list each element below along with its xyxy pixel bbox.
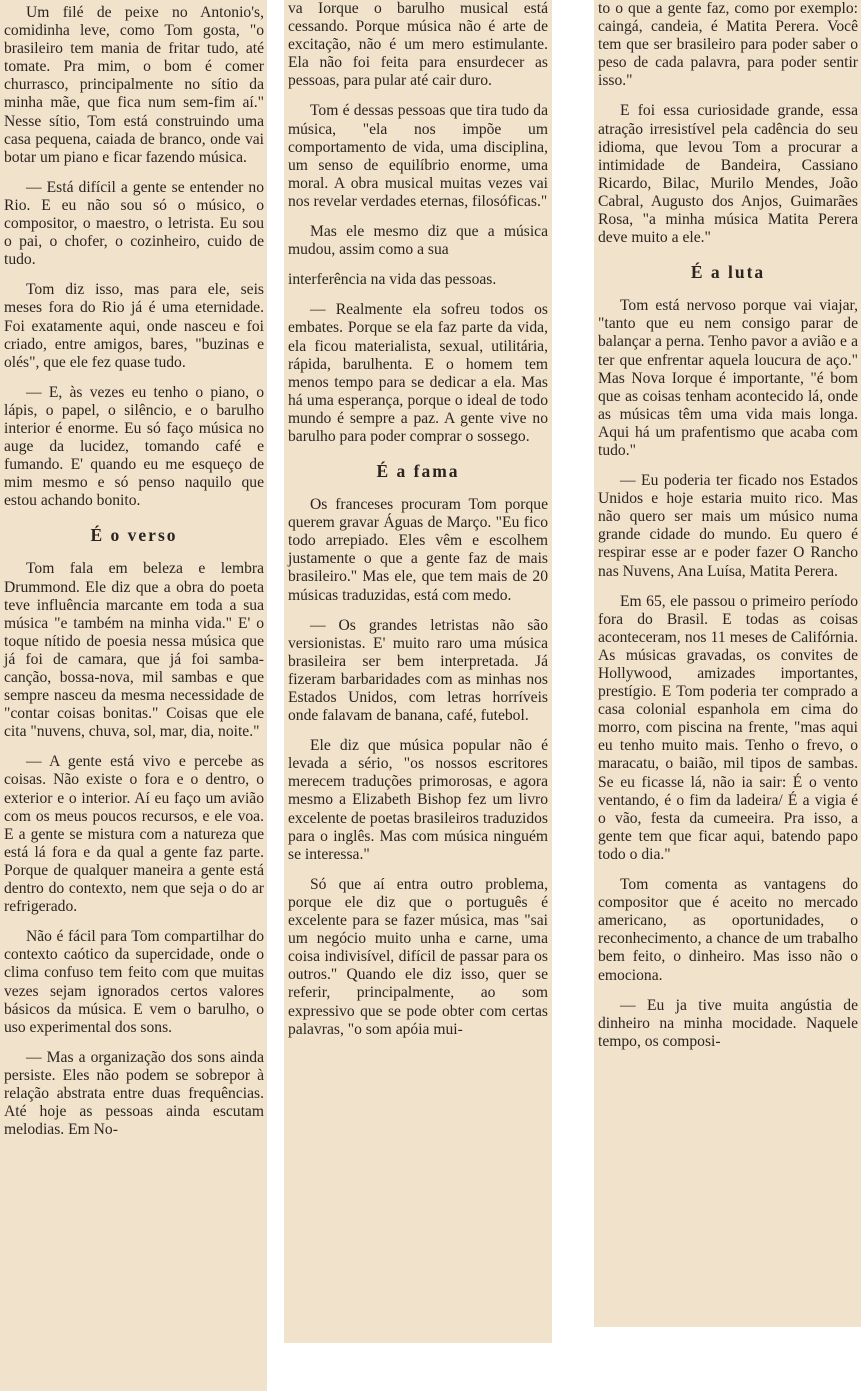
paragraph: Os franceses procuram Tom porque querem gravar Águas de Março. "Eu fico todo arrepiado. Eles vêm e escolhem justamente o que a gente faz de mais brasileiro." Mas ele, que tem mais de 20 músicas traduzidas, está com medo.: [288, 496, 548, 604]
paragraph: Em 65, ele passou o primeiro período fora do Brasil. E todas as coisas aconteceram, nos 11 meses de Califórnia. As músicas gravadas, os convites de Hollywood, amizades importantes, prestígio. E Tom poderia ter comprado a casa colonial espanhola em cima do morro, com piscina na frente, "mas aqui eu tenho muito mais. Tenho o frevo, o maracatu, o baião, mil tipos de sambas. Se eu ficasse lá, não ia sair: É o vento ventando, é o fim da ladeira/ É a vigia é o vão, festa da cumeeira. Pra isso, a gente tem que ficar aqui, batendo papo todo o dia.": [598, 592, 858, 863]
paragraph: Tom fala em beleza e lembra Drummond. Ele diz que a obra do poeta teve influência marcante em toda a sua música "e também na minha vida." E' o toque nítido de poesia nessa música que já foi de camara, que já foi samba-canção, bossa-nova, mil sambas e que sempre nasceu da mesma necessidade de "contar coisas bonitas." Coisas que ele cita "nuvens, chuva, sol, mar, dia, noite.": [4, 560, 264, 741]
paragraph: Só que aí entra outro problema, porque ele diz que o português é excelente para se fazer música, mas "sai um negócio muito unha e carne, uma coisa indivisível, difícil de passar para os outros." Quando ele diz isso, quer se referir, principalmente, ao som expressivo que se pode obter com certas palavras, "o som apóia mui-: [288, 875, 548, 1038]
paragraph: Um filé de peixe no Antonio's, comidinha leve, como Tom gosta, "o brasileiro tem mania de fritar tudo, até tomate. Pra mim, o bom é comer churrasco, principalmente no sítio da minha mãe, que fica num sem-fim aí." Nesse sítio, Tom está construindo uma casa pequena, caiada de branco, onde vai botar um piano e ficar fazendo música.: [4, 4, 264, 166]
paragraph: interferência na vida das pessoas.: [288, 271, 497, 289]
paragraph: Tom comenta as vantagens do compositor que é aceito no mercado americano, as oportunidades, o reconhecimento, a chance de um trabalho bem feito, o dinheiro. Mas isso não o emociona.: [598, 876, 858, 984]
paragraph: — Realmente ela sofreu todos os embates. Porque se ela faz parte da vida, ela ficou materialista, sexual, utilitária, rápida, barulhenta. E o homem tem menos tempo para se dedicar a ela. Mas há uma esperança, porque o ideal de todo mundo é sempre a paz. A gente vive no barulho para poder comprar o sossego.: [288, 301, 548, 445]
paragraph: Tom é dessas pessoas que tira tudo da música, "ela nos impõe um comportamento de vida, uma disciplina, um senso de equilíbrio enorme, uma moral. A obra musical muitas vezes vai nos revelar verdades eternas, filosóficas.": [288, 102, 548, 210]
paragraph: E foi essa curiosidade grande, essa atração irresistível pela cadência do seu idioma, que levou Tom a procurar a intimidade de Bandeira, Cassiano Ricardo, Bilac, Murilo Mendes, João Cabral, Augusto dos Anjos, Guimarães Rosa, "a minha música Matita Perera deve muito a ele.": [598, 102, 858, 247]
article-column-1: [0, 0, 267, 1391]
section-heading: É o verso: [90, 525, 178, 546]
paragraph: Mas ele mesmo diz que a música mudou, assim como a sua: [288, 223, 548, 259]
article-column-2: [284, 0, 552, 1343]
article-column-3: [594, 0, 861, 1327]
paragraph: — Mas a organização dos sons ainda persiste. Eles não podem se sobrepor à relação abstrata entre duas frequências. Até hoje as pessoas ainda escutam melodias. Em No-: [4, 1048, 264, 1139]
paragraph: Ele diz que música popular não é levada a sério, "os nossos escritores merecem traduções primorosas, e agora mesmo a Elizabeth Bishop fez um livro excelente de poetas brasileiros traduzidos para o inglês. Mas com música ninguém se interessa.": [288, 737, 548, 863]
paragraph: — A gente está vivo e percebe as coisas. Não existe o fora e o dentro, o exterior e o interior. Aí eu faço um avião com os meus poucos recursos, e ele voa. E a gente se mistura com a natureza que está lá fora e da qual a gente faz parte. Porque de qualquer maneira a gente está dentro do contexto, nem que seja o do ar refrigerado.: [4, 753, 264, 916]
paragraph: Tom diz isso, mas para ele, seis meses fora do Rio já é uma eternidade. Foi exatamente aqui, onde nasceu e foi criado, entre amigos, bares, "buzinas e olés", que ele fez quase tudo.: [4, 281, 264, 371]
paragraph: Tom está nervoso porque vai viajar, "tanto que eu nem consigo parar de balançar a perna. Tenho pavor a avião e a ter que enfrentar aquela loucura de aço." Mas Nova Iorque é importante, "é bom que as coisas tenham acontecido lá, onde as músicas têm uma vida mais longa. Aqui há um prafentismo que acaba com tudo.": [598, 297, 858, 459]
paragraph: Não é fácil para Tom compartilhar do contexto caótico da supercidade, onde o clima confuso tem feito com que muitas vezes sejam ignorados certos valores básicos da música. E vem o barulho, o uso experimental dos sons.: [4, 928, 264, 1036]
paragraph: — Eu ja tive muita angústia de dinheiro na minha mocidade. Naquele tempo, os composi-: [598, 996, 858, 1050]
paragraph: — E, às vezes eu tenho o piano, o lápis, o papel, o silêncio, e o barulho interior é enorme. Eu só faço música no auge da lucidez, tomando café e fumando. E' quando eu me esqueço de mim mesmo e só penso naquilo que estou achando bonito.: [4, 383, 264, 510]
paragraph: to o que a gente faz, como por exemplo: caingá, candeia, é Matita Perera. Você tem que ser brasileiro para poder saber o peso de cada palavra, para poder sentir isso.": [598, 0, 858, 90]
paragraph: — Está difícil a gente se entender no Rio. E eu não sou só o músico, o compositor, o maestro, o letrista. Eu sou o pai, o chofer, o cozinheiro, cuido de tudo.: [4, 178, 264, 269]
paragraph: — Eu poderia ter ficado nos Estados Unidos e hoje estaria muito rico. Mas não quero ser mais um músico numa grande cidade do mundo. Eu quero é respirar esse ar e poder fazer O Rancho nas Nuvens, Ana Luísa, Matita Perera.: [598, 472, 858, 580]
paragraph: va Iorque o barulho musical está cessando. Porque música não é arte de excitação, não é um mero estimulante. Ela não foi feita para ensurdecer as pessoas, para pular até cair duro.: [288, 0, 548, 90]
section-heading: É a fama: [376, 461, 460, 482]
paragraph: — Os grandes letristas não são versionistas. E' muito raro uma música brasileira ser bem interpretada. Já fizeram barbaridades com as minhas nos Estados Unidos, com letras horríveis onde falavam de banana, café, futebol.: [288, 616, 548, 725]
section-heading: É a luta: [690, 262, 766, 283]
